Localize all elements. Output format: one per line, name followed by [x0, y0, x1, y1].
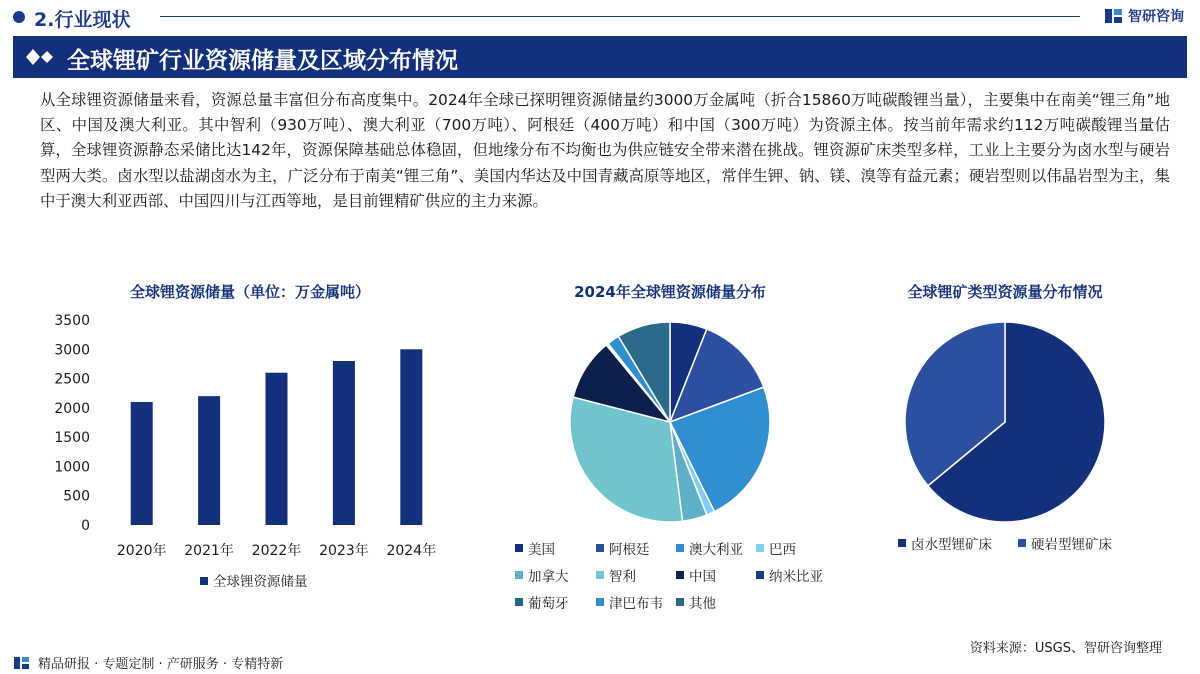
legend-item — [756, 538, 796, 558]
legend-swatch — [596, 544, 604, 552]
legend-swatch — [1018, 539, 1026, 547]
bar-chart — [40, 305, 460, 605]
legend-label: 中国 — [689, 569, 716, 585]
y-tick-label: 2000 — [54, 400, 90, 417]
y-tick-label: 3000 — [54, 342, 90, 359]
legend-label: 葡萄牙 — [528, 596, 569, 612]
bar — [131, 402, 153, 525]
legend-swatch — [515, 598, 523, 606]
legend-item — [676, 592, 716, 612]
legend-swatch — [596, 571, 604, 579]
x-tick-label: 2021年 — [184, 543, 234, 559]
brand-logo — [1104, 6, 1184, 26]
legend-label: 加拿大 — [528, 569, 569, 585]
y-tick-label: 3500 — [54, 313, 90, 329]
page-banner — [13, 36, 1187, 78]
y-tick-label: 1500 — [54, 430, 90, 447]
legend-swatch — [515, 544, 523, 552]
bar-chart-title: 全球锂资源储量（单位：万金属吨） — [129, 283, 370, 301]
summary-paragraph: 从全球锂资源储量来看，资源总量丰富但分布高度集中。2024年全球已探明锂资源储量约3000万金属吨（折合15860万吨碳酸锂当量），主要集中在南美“锂三角”地区、中国及澳大利亚。其中智利（930万吨）、澳大利亚（700万吨）、阿根廷（400万吨）和中国（300万吨）为资源主体。按当前年需求约112万吨碳酸锂当量估算，全球锂资源静态采储比达142年，资源保障基础总体稳固，但地缘分布不均衡也为供应链安全带来潜在挑战。锂资源矿床类型多样，工业上主要分为卤水型与硬岩型两大类。卤水型以盐湖卤水为主，广泛分布于南美“锂三角”、美国内华达及中国青藏高原等地区，常伴生钾、钠、镁、溴等有益元素；硬岩型则以伟晶岩型为主，集中于澳大利亚西部、中国四川与江西等地，是目前锂精矿供应的主力来源。 — [40, 91, 1170, 210]
legend-swatch — [676, 544, 684, 552]
x-tick-label: 2020年 — [116, 543, 167, 559]
legend-item — [756, 565, 823, 585]
legend-item — [1018, 533, 1112, 553]
y-tick-label: 500 — [63, 488, 90, 505]
legend-item — [515, 592, 569, 612]
legend-swatch — [596, 598, 604, 606]
legend-item — [596, 565, 636, 585]
legend-item — [515, 565, 569, 585]
country-pie-chart — [560, 312, 780, 532]
x-tick-label: 2022年 — [251, 543, 302, 559]
bar — [333, 361, 355, 525]
legend-swatch — [756, 571, 764, 579]
y-tick-label: 0 — [81, 518, 90, 534]
bar — [198, 396, 220, 525]
legend-label: 津巴布韦 — [609, 596, 663, 612]
legend-item — [676, 565, 716, 585]
y-tick-label: 2500 — [54, 371, 90, 388]
legend-label: 卤水型锂矿床 — [911, 537, 992, 553]
bar — [400, 349, 422, 525]
page-title: 全球锂矿行业资源储量及区域分布情况 — [67, 48, 458, 74]
legend-label: 全球锂资源储量 — [213, 574, 308, 590]
legend-swatch — [200, 577, 208, 585]
footer-bar — [0, 648, 1200, 674]
brand-mark-icon — [1104, 7, 1124, 25]
legend-item — [898, 533, 992, 553]
y-tick-label: 1000 — [54, 459, 90, 476]
legend-label: 其他 — [689, 596, 716, 612]
brand-name: 智研咨询 — [1128, 9, 1184, 25]
x-tick-label: 2023年 — [319, 543, 369, 559]
legend-swatch — [898, 539, 906, 547]
country-pie-title: 2024年全球锂资源储量分布 — [574, 283, 766, 301]
legend-item — [515, 538, 555, 558]
legend-label: 纳米比亚 — [769, 569, 823, 585]
section-divider — [160, 16, 1080, 17]
legend-swatch — [515, 571, 523, 579]
legend-label: 澳大利亚 — [689, 542, 743, 558]
type-pie-title: 全球锂矿类型资源量分布情况 — [907, 283, 1103, 301]
legend-label: 智利 — [609, 569, 636, 585]
source-note: 资料来源：USGS、智研咨询整理 — [969, 641, 1162, 656]
diamond-icon — [25, 48, 59, 66]
legend-swatch — [676, 598, 684, 606]
footer-text: 精品研报 · 专题定制 · 产研服务 · 专精特新 — [38, 657, 284, 672]
legend-label: 阿根廷 — [609, 542, 650, 558]
type-pie-chart — [900, 312, 1120, 532]
section-title: 2.行业现状 — [34, 9, 131, 31]
x-tick-label: 2024年 — [386, 543, 437, 559]
legend-item — [596, 538, 650, 558]
legend-item — [676, 538, 743, 558]
legend-label: 巴西 — [769, 542, 796, 558]
legend-label: 硬岩型锂矿床 — [1031, 537, 1112, 553]
legend-swatch — [676, 571, 684, 579]
top-bar — [0, 0, 1200, 34]
bar — [266, 373, 288, 525]
legend-label: 美国 — [528, 542, 555, 558]
section-bullet-icon — [13, 11, 25, 23]
legend-item — [596, 592, 663, 612]
footer-brand-icon — [14, 656, 30, 670]
legend-swatch — [756, 544, 764, 552]
